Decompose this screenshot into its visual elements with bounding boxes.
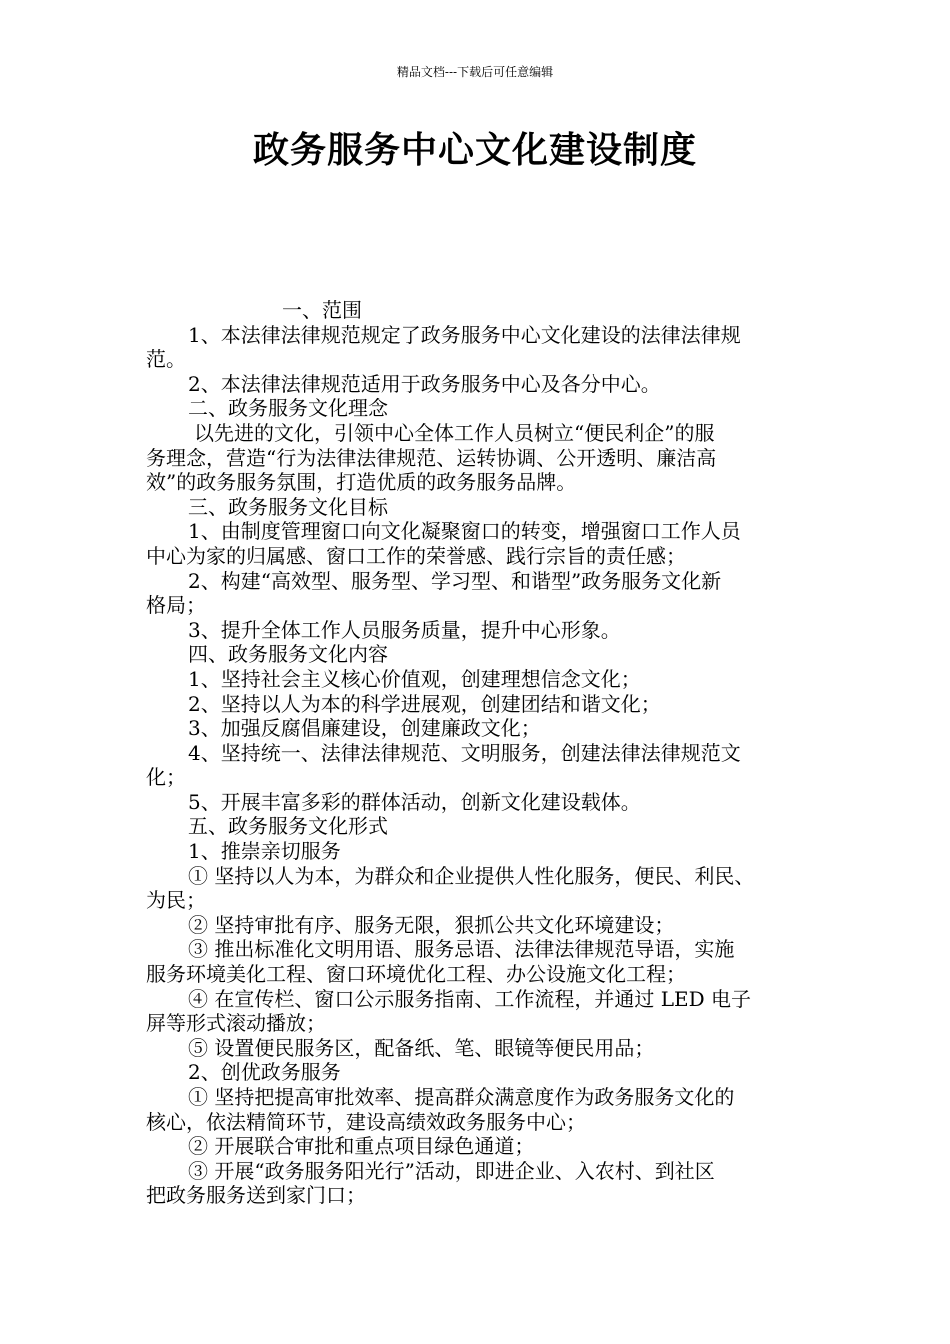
paragraph-line: ③ 开展“政务服务阳光行”活动，即进企业、入农村、到社区 — [188, 1158, 715, 1183]
subsection-heading: 1、推崇亲切服务 — [188, 839, 341, 864]
paragraph-line: 格局； — [146, 593, 206, 618]
paragraph-line: 效”的政务服务氛围，打造优质的政务服务品牌。 — [146, 470, 577, 495]
paragraph-line: 1、本法律法律规范规定了政务服务中心文化建设的法律法律规 — [188, 322, 741, 347]
page-header: 精品文档---下载后可任意编辑 — [396, 65, 554, 79]
document-body — [146, 298, 818, 1208]
paragraph-line: 以先进的文化，引领中心全体工作人员树立“便民利企”的服 — [194, 420, 715, 445]
paragraph-line: 3、提升全体工作人员服务质量，提升中心形象。 — [188, 617, 621, 642]
section-heading: 四、政务服务文化内容 — [188, 642, 388, 667]
paragraph-line: 服务环境美化工程、窗口环境优化工程、办公设施文化工程； — [146, 962, 686, 987]
paragraph-line: 化； — [146, 765, 186, 790]
section-heading: 五、政务服务文化形式 — [188, 814, 388, 839]
paragraph-line: 3、加强反腐倡廉建设，创建廉政文化； — [188, 716, 541, 741]
paragraph-line: ② 开展联合审批和重点项目绿色通道； — [188, 1134, 535, 1159]
paragraph-line: ① 坚持把提高审批效率、提高群众满意度作为政务服务文化的 — [188, 1085, 735, 1109]
paragraph-line: 把政务服务送到家门口； — [146, 1183, 366, 1208]
paragraph-line: 1、坚持社会主义核心价值观，创建理想信念文化； — [188, 666, 641, 691]
section-heading: 二、政务服务文化理念 — [188, 396, 388, 421]
paragraph-line: ① 坚持以人为本，为群众和企业提供人性化服务，便民、利民、 — [188, 863, 755, 888]
paragraph-line: 2、本法律法律规范适用于政务服务中心及各分中心。 — [188, 371, 661, 396]
subsection-heading: 2、创优政务服务 — [188, 1060, 341, 1085]
paragraph-line: 1、由制度管理窗口向文化凝聚窗口的转变，增强窗口工作人员 — [188, 519, 741, 544]
paragraph-line: 4、坚持统一、法律法律规范、文明服务，创建法律法律规范文 — [188, 740, 741, 765]
paragraph-line: ④ 在宣传栏、窗口公示服务指南、工作流程，并通过 LED 电子 — [188, 986, 751, 1011]
paragraph-line: 屏等形式滚动播放； — [146, 1011, 326, 1036]
paragraph-line: ③ 推出标准化文明用语、服务忌语、法律法律规范导语，实施 — [188, 937, 735, 962]
section-heading: 一、范围 — [282, 298, 362, 322]
paragraph-line: ② 坚持审批有序、服务无限，狠抓公共文化环境建设； — [188, 912, 675, 937]
paragraph-line: 2、构建“高效型、服务型、学习型、和谐型”政务服务文化新 — [188, 568, 722, 593]
paragraph-line: 2、坚持以人为本的科学进展观，创建团结和谐文化； — [188, 691, 661, 716]
paragraph-line: 范。 — [146, 347, 186, 372]
paragraph-line: 核心，依法精简环节，建设高绩效政务服务中心； — [146, 1109, 586, 1134]
paragraph-line: 5、开展丰富多彩的群体活动，创新文化建设载体。 — [188, 789, 641, 814]
paragraph-line: 中心为家的归属感、窗口工作的荣誉感、践行宗旨的责任感； — [146, 543, 686, 568]
paragraph-line: 务理念，营造“行为法律法律规范、运转协调、公开透明、廉洁高 — [146, 445, 717, 470]
section-heading: 三、政务服务文化目标 — [188, 494, 388, 519]
paragraph-line: ⑤ 设置便民服务区，配备纸、笔、眼镜等便民用品； — [188, 1035, 655, 1060]
paragraph-line: 为民； — [146, 888, 206, 913]
document-title: 政务服务中心文化建设制度 — [252, 130, 697, 171]
